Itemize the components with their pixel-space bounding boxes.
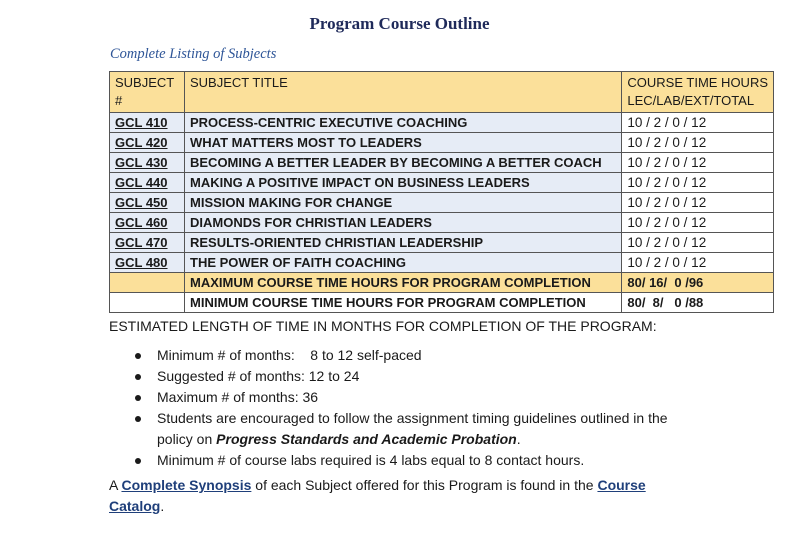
list-item <box>130 450 690 471</box>
page-subtitle: Complete Listing of Subjects <box>110 46 277 62</box>
subject-title-header: SUBJECT TITLE <box>185 72 622 113</box>
table-row <box>110 193 774 213</box>
max-hours-value: 80/ 16/ 0 /96 <box>622 273 774 293</box>
list-item <box>130 387 690 408</box>
subject-hours: 10 / 2 / 0 / 12 <box>622 113 774 133</box>
subject-title: MAKING A POSITIVE IMPACT ON BUSINESS LEADERS <box>185 173 622 193</box>
list-item <box>130 345 690 366</box>
students-text: Students are encouraged to follow the assignment timing guidelines outlined in the policy on <box>157 410 668 447</box>
subject-title: MISSION MAKING FOR CHANGE <box>185 193 622 213</box>
bullet-icon <box>135 353 141 359</box>
subject-title: THE POWER OF FAITH COACHING <box>185 253 622 273</box>
empty-cell <box>110 293 185 313</box>
subject-hours: 10 / 2 / 0 / 12 <box>622 193 774 213</box>
subject-hours: 10 / 2 / 0 / 12 <box>622 133 774 153</box>
subject-code-link[interactable]: GCL 460 <box>110 213 185 233</box>
table-row <box>110 173 774 193</box>
months-list <box>130 345 690 471</box>
table-header-row <box>110 72 774 113</box>
bullet-icon <box>135 395 141 401</box>
subject-hours: 10 / 2 / 0 / 12 <box>622 213 774 233</box>
subject-number-header: SUBJECT # <box>110 72 185 113</box>
subject-title: RESULTS-ORIENTED CHRISTIAN LEADERSHIP <box>185 233 622 253</box>
bullet-icon <box>135 416 141 422</box>
table-row <box>110 113 774 133</box>
subject-hours: 10 / 2 / 0 / 12 <box>622 173 774 193</box>
subject-title: PROCESS-CENTRIC EXECUTIVE COACHING <box>185 113 622 133</box>
max-hours-label: MAXIMUM COURSE TIME HOURS FOR PROGRAM COMPLETION <box>185 273 622 293</box>
table-row <box>110 133 774 153</box>
subject-hours: 10 / 2 / 0 / 12 <box>622 253 774 273</box>
min-hours-value: 80/ 8/ 0 /88 <box>622 293 774 313</box>
min-hours-label: MINIMUM COURSE TIME HOURS FOR PROGRAM COMPLETION <box>185 293 622 313</box>
labs-text: Minimum # of course labs required is 4 labs equal to 8 contact hours. <box>157 452 585 468</box>
estimate-heading: ESTIMATED LENGTH OF TIME IN MONTHS FOR COMPLETION OF THE PROGRAM: <box>109 318 657 334</box>
subject-code-link[interactable]: GCL 480 <box>110 253 185 273</box>
subject-code-link[interactable]: GCL 450 <box>110 193 185 213</box>
min-hours-row <box>110 293 774 313</box>
bullet-icon <box>135 374 141 380</box>
list-item <box>130 366 690 387</box>
suggested-months-text: Suggested # of months: 12 to 24 <box>157 368 360 384</box>
subject-hours: 10 / 2 / 0 / 12 <box>622 233 774 253</box>
subject-code-link[interactable]: GCL 470 <box>110 233 185 253</box>
table-row <box>110 253 774 273</box>
subject-code-link[interactable]: GCL 430 <box>110 153 185 173</box>
maximum-months-text: Maximum # of months: 36 <box>157 389 319 405</box>
subject-hours: 10 / 2 / 0 / 12 <box>622 153 774 173</box>
bullet-icon <box>135 458 141 464</box>
policy-name: Progress Standards and Academic Probation <box>216 431 517 447</box>
table-row <box>110 153 774 173</box>
course-outline-table <box>109 71 774 313</box>
complete-synopsis-link[interactable]: Complete Synopsis <box>121 477 252 493</box>
subject-code-link[interactable]: GCL 410 <box>110 113 185 133</box>
subject-title: WHAT MATTERS MOST TO LEADERS <box>185 133 622 153</box>
empty-cell <box>110 273 185 293</box>
max-hours-row <box>110 273 774 293</box>
subject-title: BECOMING A BETTER LEADER BY BECOMING A BETTER COACH <box>185 153 622 173</box>
page-title: Program Course Outline <box>309 14 490 33</box>
subject-title: DIAMONDS FOR CHRISTIAN LEADERS <box>185 213 622 233</box>
subject-code-link[interactable]: GCL 420 <box>110 133 185 153</box>
synopsis-paragraph: A Complete Synopsis of each Subject offered for this Program is found in the Course Catalog. <box>109 477 646 514</box>
subject-code-link[interactable]: GCL 440 <box>110 173 185 193</box>
table-row <box>110 213 774 233</box>
course-catalog-link[interactable]: Course Catalog <box>109 477 646 514</box>
course-hours-header: COURSE TIME HOURS LEC/LAB/EXT/TOTAL <box>622 72 774 113</box>
table-row <box>110 233 774 253</box>
list-item: Students are encouraged to follow the assignment timing guidelines outlined in the policy on Progress Standards and Academic Probation. <box>130 408 690 450</box>
minimum-months-text: Minimum # of months: 8 to 12 self-paced <box>157 347 422 363</box>
